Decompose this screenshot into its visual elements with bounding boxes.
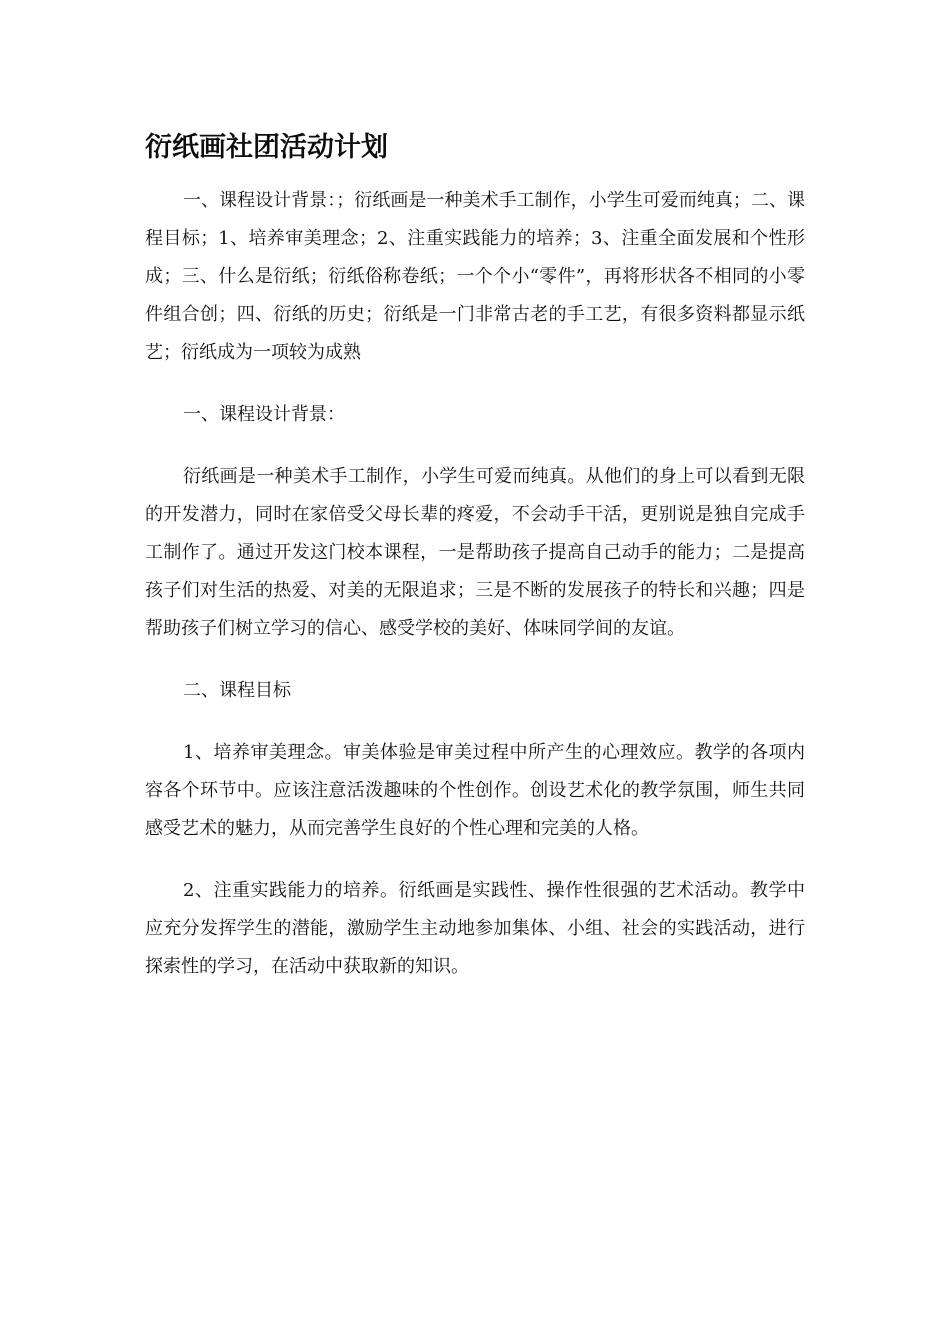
- goal-paragraph-1: 1、培养审美理念。审美体验是审美过程中所产生的心理效应。教学的各项内容各个环节中。应该注意活泼趣味的个性创作。创设艺术化的教学氛围，师生共同感受艺术的魅力，从而完善学生良好的个性心理和完美的人格。: [145, 742, 805, 839]
- section-heading-background: 一、课程设计背景：: [183, 404, 345, 425]
- document-body: [145, 128, 805, 986]
- goal-paragraph-2: 2、注重实践能力的培养。衍纸画是实践性、操作性很强的艺术活动。教学中应充分发挥学生的潜能，激励学生主动地参加集体、小组、社会的实践活动，进行探索性的学习，在活动中获取新的知识。: [145, 880, 805, 977]
- document-title: 衍纸画社团活动计划: [145, 132, 388, 163]
- summary-paragraph: 一、课程设计背景：；衍纸画是一种美术手工制作，小学生可爱而纯真；二、课程目标；1、培养审美理念；2、注重实践能力的培养；3、注重全面发展和个性形成；三、什么是衍纸；衍纸俗称卷纸；一个个小“零件”，再将形状各不相同的小零件组合创；四、衍纸的历史；衍纸是一门非常古老的手工艺，有很多资料都显示纸艺；衍纸成为一项较为成熟: [145, 190, 805, 363]
- section-heading-goals: 二、课程目标: [183, 680, 291, 701]
- background-paragraph: 衍纸画是一种美术手工制作，小学生可爱而纯真。从他们的身上可以看到无限的开发潜力，同时在家倍受父母长辈的疼爱，不会动手干活，更别说是独自完成手工制作了。通过开发这门校本课程，一是帮助孩子提高自己动手的能力；二是提高孩子们对生活的热爱、对美的无限追求；三是不断的发展孩子的特长和兴趣；四是帮助孩子们树立学习的信心、感受学校的美好、体味同学间的友谊。: [145, 466, 805, 639]
